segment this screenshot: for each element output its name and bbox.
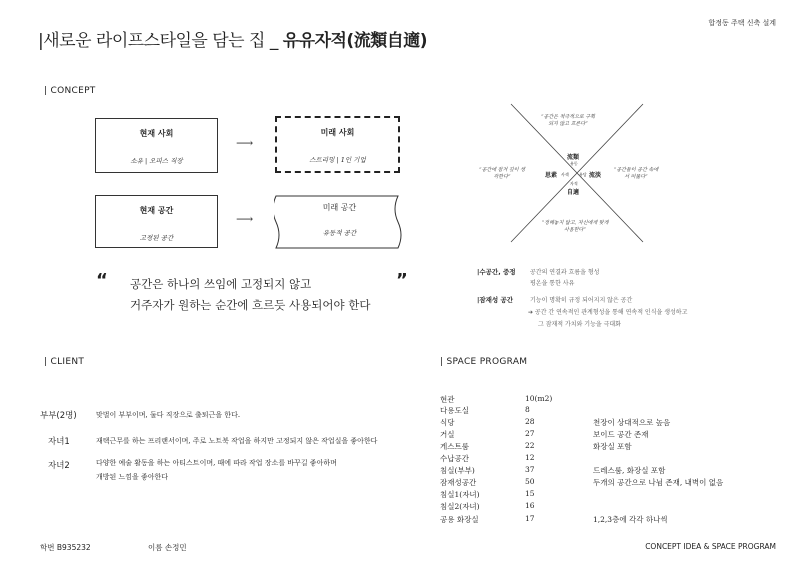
program-area: 28: [525, 417, 535, 426]
diagram-label-left: “공간에 잠겨 깊이 생각한다”: [479, 167, 525, 180]
program-name: 침실2(자녀): [440, 502, 480, 511]
quote-close: ”: [396, 270, 408, 291]
diagram-label-bottom: “정해놓지 않고, 자신에게 맞게 사용한다”: [541, 220, 609, 233]
concept-box-future-space: [277, 193, 402, 251]
diagram-small-right: 유담: [579, 172, 587, 177]
program-heading: | SPACE PROGRAM: [440, 357, 528, 367]
note-line: 그 잠재적 가치와 기능을 극대화: [538, 321, 621, 328]
diagram-center-left: 思素: [545, 172, 558, 179]
box-title: 미래 공간: [322, 203, 357, 212]
footer-section-title: CONCEPT IDEA & SPACE PROGRAM: [645, 542, 776, 551]
client-heading: | CLIENT: [44, 357, 85, 367]
program-name: 거실: [440, 430, 455, 439]
title-strong: 유유자적(流類自適): [282, 31, 427, 51]
program-name: 게스트룸: [440, 442, 469, 451]
program-name: 식당: [440, 418, 455, 427]
client-label-child1: 자녀1: [48, 437, 70, 447]
note-line: 기능이 명확히 규정 되어지지 않은 공간: [530, 297, 633, 304]
program-name: 다용도실: [440, 406, 469, 415]
program-name: 침실(부부): [440, 466, 475, 475]
page-title: [38, 26, 427, 51]
box-sub: 스트리밍 | 1인 기업: [309, 156, 366, 164]
diagram-center-top: 流類: [567, 154, 580, 161]
program-note: 1,2,3층에 각각 하나씩: [593, 515, 668, 524]
project-label: 합정동 주택 신축 설계: [708, 19, 776, 27]
title-prefix: |새로운 라이프스타일을 담는 집 _: [38, 31, 283, 51]
program-note: 두개의 공간으로 나뉨 존재, 내벽이 없음: [593, 478, 724, 487]
quote-line-2: 거주자가 원하는 순간에 흐르듯 사용되어야 한다: [130, 298, 371, 312]
student-id: 학번 B935232: [40, 543, 91, 552]
program-name: 수납공간: [440, 454, 469, 463]
note-label-potential: |잠재성 공간: [477, 296, 514, 304]
arrow-icon: ⟶: [236, 136, 254, 150]
program-area: 15: [525, 489, 535, 498]
concept-box-future-society: [275, 116, 400, 173]
client-text: 맞벌이 부부이며, 둘다 직장으로 출퇴근을 한다.: [96, 411, 241, 419]
program-name: 공용 화장실: [440, 515, 479, 524]
program-area: 37: [525, 465, 535, 474]
quote-line-1: 공간은 하나의 쓰임에 고정되지 않고: [130, 277, 312, 291]
box-sub: 고정된 공간: [139, 234, 174, 242]
concept-heading: | CONCEPT: [44, 86, 96, 96]
client-text: 개방된 느낌을 좋아한다: [96, 473, 169, 481]
concept-box-current-space: [95, 195, 218, 248]
note-line: 공간의 연결과 흐름을 형성: [530, 269, 600, 276]
diagram-label-right: “공간들이 공간 속에서 머묾다”: [613, 167, 659, 180]
program-area: 27: [525, 429, 535, 438]
diagram-label-top: “공간은 적극적으로 구획되지 않고 흐른다”: [540, 114, 596, 127]
client-text: 재택근무를 하는 프리랜서이며, 주로 노트북 작업을 하지만 고정되지 않은 작업실을 좋아한다: [96, 437, 378, 445]
client-text: 다양한 예술 활동을 하는 아티스트이며, 때에 따라 작업 장소를 바꾸길 좋아하며: [96, 459, 337, 467]
program-area: 22: [525, 441, 535, 450]
box-title: 현재 사회: [139, 129, 174, 138]
note-line: ➔ 공간 간 연속적인 관계형성을 통해 연속적 인식을 생성하고: [528, 309, 688, 316]
client-label-child2: 자녀2: [48, 461, 70, 471]
program-note: 드레스룸, 화장실 포함: [593, 466, 666, 475]
program-note: 천장이 상대적으로 높음: [593, 418, 671, 427]
note-label-water: |수공간, 중정: [477, 268, 516, 276]
diagram-small-left: 사색: [561, 172, 569, 177]
program-area: 16: [525, 501, 535, 510]
program-name: 침실1(자녀): [440, 490, 480, 499]
box-sub: 유동적 공간: [322, 229, 357, 237]
arrow-icon: ⟶: [236, 212, 254, 226]
program-area: 50: [525, 477, 535, 486]
diagram-center-right: 流淡: [589, 172, 602, 179]
program-area: 17: [525, 514, 535, 523]
program-area: 12: [525, 453, 535, 462]
client-label-couple: 부부(2명): [40, 411, 77, 421]
quote-open: “: [96, 270, 108, 291]
program-note: 화장실 포함: [593, 442, 632, 451]
diagram-center-bottom: 自適: [567, 189, 580, 196]
box-title: 현재 공간: [139, 206, 174, 215]
program-area: 10(m2): [525, 394, 553, 403]
concept-box-current-society: [95, 118, 218, 173]
box-sub: 소유 | 오피스 직장: [130, 157, 183, 165]
program-area: 8: [525, 405, 530, 414]
program-name: 현관: [440, 395, 455, 404]
diagram-small-top: 유동: [570, 161, 578, 166]
program-name: 잠재성공간: [440, 478, 477, 487]
box-title: 미래 사회: [320, 128, 355, 137]
student-name: 이름 손정민: [148, 543, 187, 552]
diagram-small-bottom: 자적: [570, 181, 578, 186]
program-note: 보이드 공간 존재: [593, 430, 649, 439]
note-line: 평온을 통한 사유: [530, 280, 575, 287]
